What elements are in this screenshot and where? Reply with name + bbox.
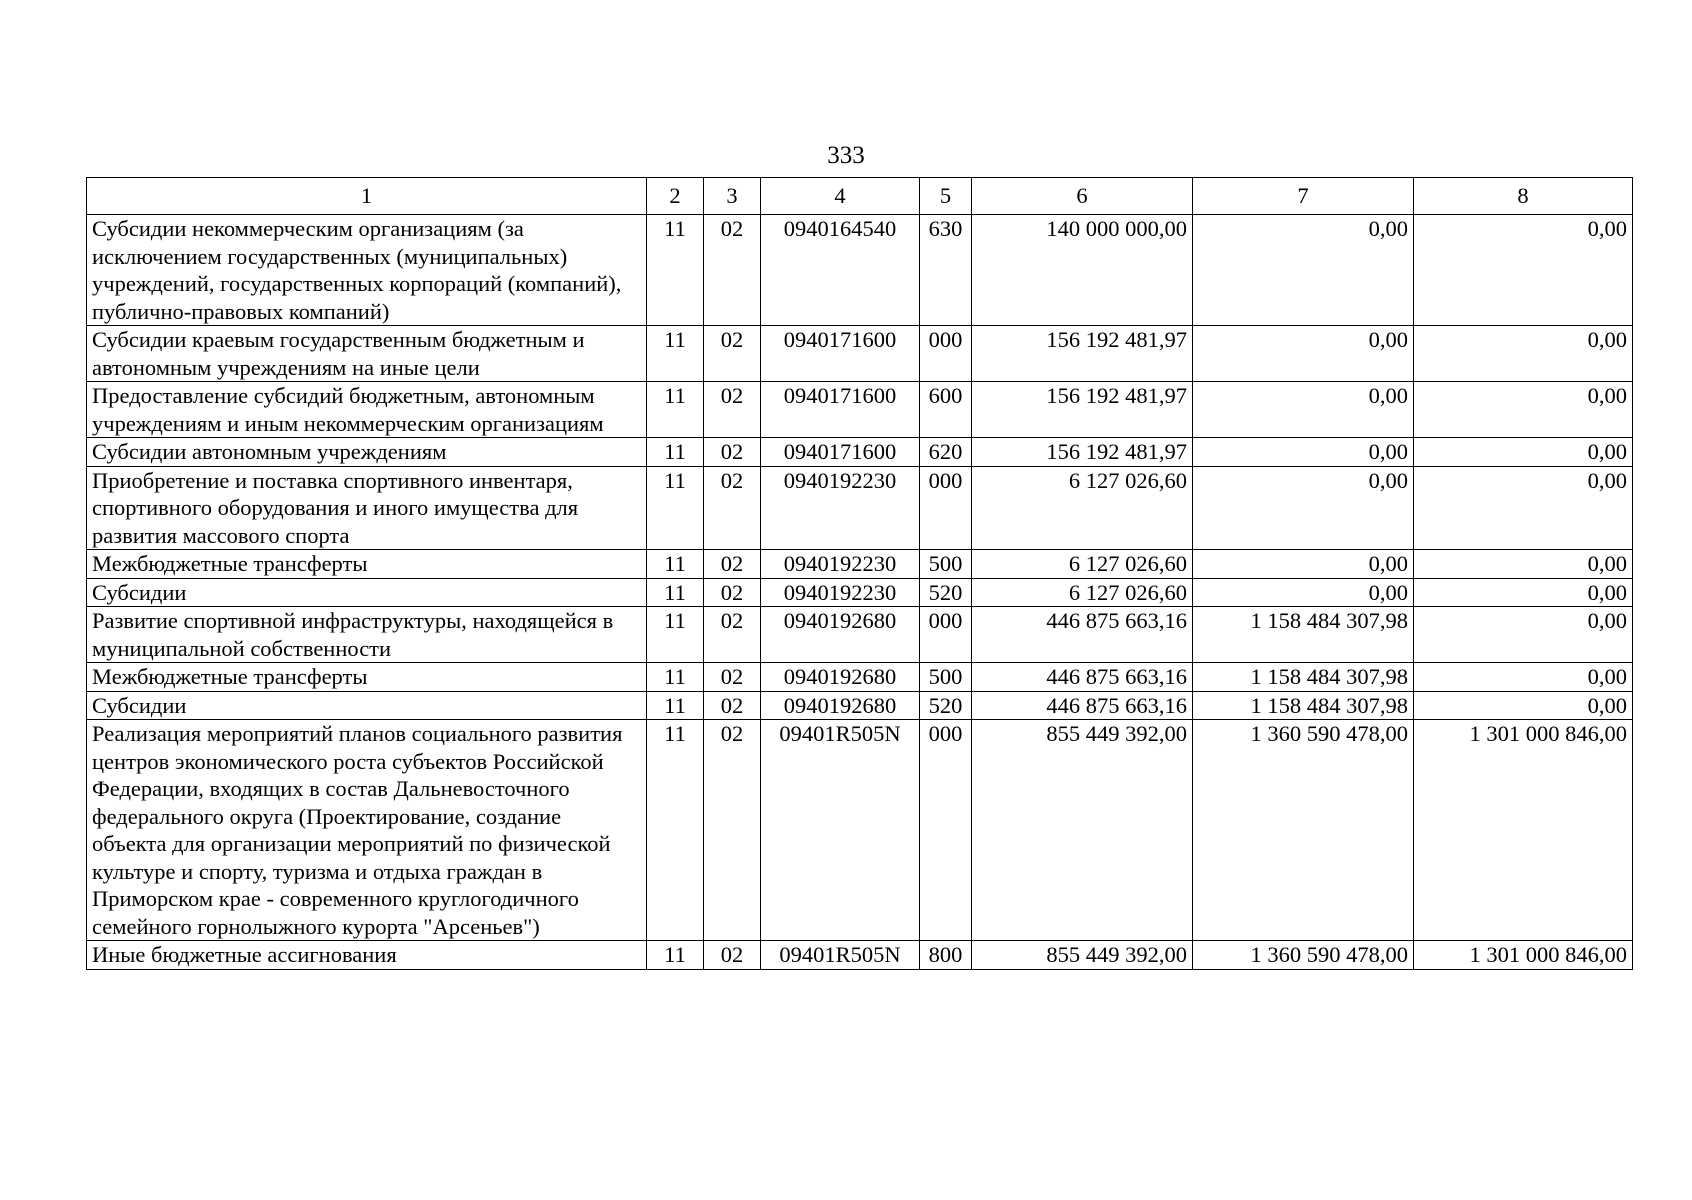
table-row: [87, 326, 1633, 382]
target-article-cell: 0940171600: [761, 382, 920, 438]
target-article-cell: 0940192680: [761, 691, 920, 720]
section-code-cell: 11: [647, 326, 704, 382]
amount-col7-cell: 1 360 590 478,00: [1193, 720, 1414, 941]
subsection-code-cell: 02: [704, 466, 761, 550]
section-code-cell: 11: [647, 215, 704, 326]
target-article-cell: 0940192680: [761, 607, 920, 663]
table-body: [87, 215, 1633, 970]
amount-col6-cell: 156 192 481,97: [972, 438, 1193, 467]
subsection-code-cell: 02: [704, 691, 761, 720]
section-code-cell: 11: [647, 550, 704, 579]
row-name-cell: Развитие спортивной инфраструктуры, находящейся в муниципальной собственности: [87, 607, 647, 663]
target-article-cell: 0940171600: [761, 438, 920, 467]
expense-type-cell: 630: [920, 215, 972, 326]
amount-col8-cell: 0,00: [1414, 466, 1633, 550]
expense-type-cell: 800: [920, 941, 972, 970]
subsection-code-cell: 02: [704, 326, 761, 382]
header-cell: 6: [972, 178, 1193, 215]
amount-col8-cell: 1 301 000 846,00: [1414, 941, 1633, 970]
header-cell: 4: [761, 178, 920, 215]
amount-col6-cell: 446 875 663,16: [972, 607, 1193, 663]
header-cell: 2: [647, 178, 704, 215]
row-name-cell: Реализация мероприятий планов социального развития центров экономического роста субъектов Российской Федерации, входящих в состав Дальневосточного федерального округа (Проектирование, создание объекта для организации мероприятий по физической культуре и спорту, туризма и отдыха граждан в Приморском крае - современного круглогодичного семейного горнолыжного курорта "Арсеньев"): [87, 720, 647, 941]
table-row: [87, 663, 1633, 692]
expense-type-cell: 500: [920, 550, 972, 579]
amount-col8-cell: 1 301 000 846,00: [1414, 720, 1633, 941]
amount-col7-cell: 1 158 484 307,98: [1193, 607, 1414, 663]
amount-col7-cell: 1 360 590 478,00: [1193, 941, 1414, 970]
amount-col6-cell: 156 192 481,97: [972, 382, 1193, 438]
row-name-cell: Субсидии автономным учреждениям: [87, 438, 647, 467]
subsection-code-cell: 02: [704, 663, 761, 692]
section-code-cell: 11: [647, 466, 704, 550]
subsection-code-cell: 02: [704, 941, 761, 970]
table-row: [87, 550, 1633, 579]
amount-col7-cell: 0,00: [1193, 466, 1414, 550]
header-cell: 1: [87, 178, 647, 215]
expense-type-cell: 000: [920, 466, 972, 550]
page-number: 333: [827, 142, 865, 169]
target-article-cell: 09401R505N: [761, 720, 920, 941]
target-article-cell: 09401R505N: [761, 941, 920, 970]
target-article-cell: 0940192230: [761, 466, 920, 550]
amount-col6-cell: 6 127 026,60: [972, 550, 1193, 579]
amount-col8-cell: 0,00: [1414, 326, 1633, 382]
amount-col7-cell: 1 158 484 307,98: [1193, 663, 1414, 692]
section-code-cell: 11: [647, 691, 704, 720]
amount-col6-cell: 446 875 663,16: [972, 663, 1193, 692]
section-code-cell: 11: [647, 607, 704, 663]
subsection-code-cell: 02: [704, 550, 761, 579]
section-code-cell: 11: [647, 438, 704, 467]
amount-col7-cell: 0,00: [1193, 438, 1414, 467]
expense-type-cell: 620: [920, 438, 972, 467]
target-article-cell: 0940192230: [761, 578, 920, 607]
subsection-code-cell: 02: [704, 607, 761, 663]
amount-col7-cell: 1 158 484 307,98: [1193, 691, 1414, 720]
target-article-cell: 0940192230: [761, 550, 920, 579]
subsection-code-cell: 02: [704, 720, 761, 941]
amount-col8-cell: 0,00: [1414, 438, 1633, 467]
amount-col7-cell: 0,00: [1193, 382, 1414, 438]
subsection-code-cell: 02: [704, 382, 761, 438]
row-name-cell: Субсидии некоммерческим организациям (за исключением государственных (муниципальных) учреждений, государственных корпораций (компаний), публично-правовых компаний): [87, 215, 647, 326]
subsection-code-cell: 02: [704, 578, 761, 607]
table-row: [87, 215, 1633, 326]
table-row: [87, 438, 1633, 467]
table-row: [87, 607, 1633, 663]
header-cell: 7: [1193, 178, 1414, 215]
amount-col8-cell: 0,00: [1414, 550, 1633, 579]
expense-type-cell: 520: [920, 578, 972, 607]
amount-col8-cell: 0,00: [1414, 663, 1633, 692]
expense-type-cell: 600: [920, 382, 972, 438]
budget-table: [86, 177, 1633, 970]
table-row: [87, 720, 1633, 941]
row-name-cell: Межбюджетные трансферты: [87, 550, 647, 579]
row-name-cell: Предоставление субсидий бюджетным, автономным учреждениям и иным некоммерческим организациям: [87, 382, 647, 438]
amount-col6-cell: 446 875 663,16: [972, 691, 1193, 720]
row-name-cell: Межбюджетные трансферты: [87, 663, 647, 692]
target-article-cell: 0940171600: [761, 326, 920, 382]
expense-type-cell: 000: [920, 607, 972, 663]
amount-col8-cell: 0,00: [1414, 607, 1633, 663]
table-row: [87, 941, 1633, 970]
section-code-cell: 11: [647, 663, 704, 692]
section-code-cell: 11: [647, 382, 704, 438]
row-name-cell: Субсидии краевым государственным бюджетным и автономным учреждениям на иные цели: [87, 326, 647, 382]
amount-col8-cell: 0,00: [1414, 382, 1633, 438]
table-row: [87, 691, 1633, 720]
amount-col7-cell: 0,00: [1193, 326, 1414, 382]
header-cell: 5: [920, 178, 972, 215]
header-row: [87, 178, 1633, 215]
amount-col7-cell: 0,00: [1193, 578, 1414, 607]
amount-col6-cell: 6 127 026,60: [972, 578, 1193, 607]
amount-col7-cell: 0,00: [1193, 215, 1414, 326]
target-article-cell: 0940164540: [761, 215, 920, 326]
header-cell: 8: [1414, 178, 1633, 215]
amount-col6-cell: 6 127 026,60: [972, 466, 1193, 550]
expense-type-cell: 520: [920, 691, 972, 720]
section-code-cell: 11: [647, 578, 704, 607]
expense-type-cell: 000: [920, 326, 972, 382]
table-row: [87, 466, 1633, 550]
amount-col8-cell: 0,00: [1414, 691, 1633, 720]
section-code-cell: 11: [647, 720, 704, 941]
subsection-code-cell: 02: [704, 215, 761, 326]
section-code-cell: 11: [647, 941, 704, 970]
table-row: [87, 578, 1633, 607]
table-row: [87, 382, 1633, 438]
row-name-cell: Субсидии: [87, 691, 647, 720]
header-cell: 3: [704, 178, 761, 215]
row-name-cell: Иные бюджетные ассигнования: [87, 941, 647, 970]
subsection-code-cell: 02: [704, 438, 761, 467]
amount-col6-cell: 855 449 392,00: [972, 720, 1193, 941]
target-article-cell: 0940192680: [761, 663, 920, 692]
expense-type-cell: 500: [920, 663, 972, 692]
amount-col6-cell: 855 449 392,00: [972, 941, 1193, 970]
amount-col8-cell: 0,00: [1414, 215, 1633, 326]
expense-type-cell: 000: [920, 720, 972, 941]
amount-col6-cell: 156 192 481,97: [972, 326, 1193, 382]
row-name-cell: Субсидии: [87, 578, 647, 607]
amount-col8-cell: 0,00: [1414, 578, 1633, 607]
amount-col6-cell: 140 000 000,00: [972, 215, 1193, 326]
row-name-cell: Приобретение и поставка спортивного инвентаря, спортивного оборудования и иного имущества для развития массового спорта: [87, 466, 647, 550]
amount-col7-cell: 0,00: [1193, 550, 1414, 579]
